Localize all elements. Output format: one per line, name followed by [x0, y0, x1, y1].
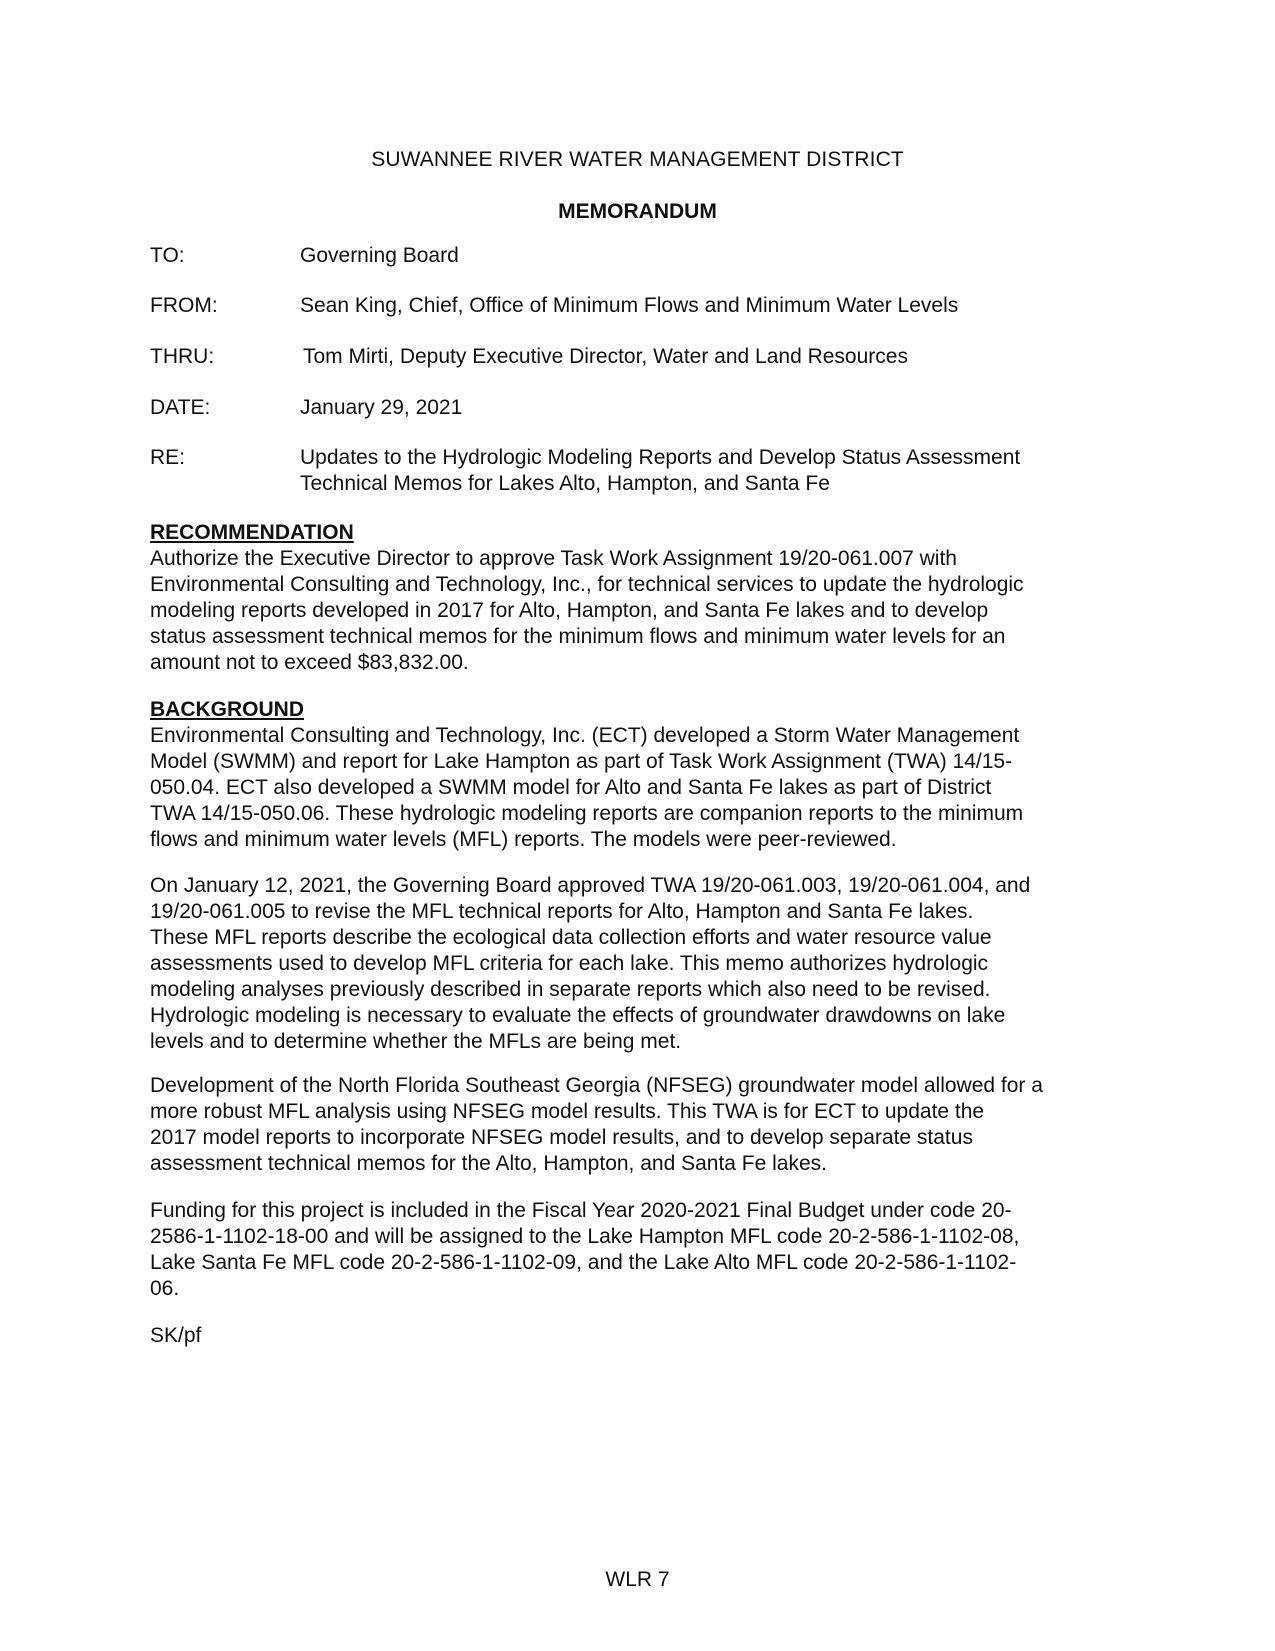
from-label: FROM: [150, 294, 218, 317]
background-p2-line: levels and to determine whether the MFLs are being met. [150, 1030, 682, 1053]
recommendation-line: modeling reports developed in 2017 for Alto, Hampton, and Santa Fe lakes and to develop [150, 599, 989, 622]
background-p2-line: assessments used to develop MFL criteria for each lake. This memo authorizes hydrologic [150, 952, 989, 975]
page-footer-label: WLR 7 [605, 1568, 670, 1591]
background-p4-line: Funding for this project is included in the Fiscal Year 2020-2021 Final Budget under code 20- [150, 1199, 1012, 1222]
background-p1-line: TWA 14/15-050.06. These hydrologic modeling reports are companion reports to the minimum [150, 802, 1024, 825]
background-paragraph-2 [150, 873, 1130, 1055]
background-p3-line: 2017 model reports to incorporate NFSEG model results, and to develop separate status [150, 1126, 973, 1149]
background-p1-line: flows and minimum water levels (MFL) reports. The models were peer-reviewed. [150, 828, 897, 851]
background-section [150, 697, 1130, 853]
recommendation-line: Environmental Consulting and Technology, Inc., for technical services to update the hydrologic [150, 573, 1024, 596]
document-title: MEMORANDUM [558, 200, 717, 223]
to-label: TO: [150, 244, 185, 267]
from-value: Sean King, Chief, Office of Minimum Flows and Minimum Water Levels [300, 294, 959, 317]
re-line: Updates to the Hydrologic Modeling Reports and Develop Status Assessment [300, 446, 1021, 469]
background-p3-line: assessment technical memos for the Alto, Hampton, and Santa Fe lakes. [150, 1152, 828, 1175]
background-p1-line: Environmental Consulting and Technology, Inc. (ECT) developed a Storm Water Management [150, 724, 1020, 747]
thru-value: Tom Mirti, Deputy Executive Director, Water and Land Resources [303, 345, 908, 368]
date-label: DATE: [150, 396, 211, 419]
recommendation-line: Authorize the Executive Director to approve Task Work Assignment 19/20-061.007 with [150, 547, 957, 570]
background-p2-line: On January 12, 2021, the Governing Board approved TWA 19/20-061.003, 19/20-061.004, and [150, 874, 1031, 897]
recommendation-line: status assessment technical memos for the minimum flows and minimum water levels for an [150, 625, 1006, 648]
background-p2-line: Hydrologic modeling is necessary to evaluate the effects of groundwater drawdowns on lake [150, 1004, 1006, 1027]
thru-label: THRU: [150, 345, 215, 368]
author-initials: SK/pf [150, 1324, 202, 1347]
organization-name: SUWANNEE RIVER WATER MANAGEMENT DISTRICT [371, 148, 904, 171]
recommendation-line: amount not to exceed $83,832.00. [150, 651, 469, 674]
re-value [300, 445, 1150, 497]
to-value: Governing Board [300, 244, 459, 267]
background-p3-line: Development of the North Florida Southeast Georgia (NFSEG) groundwater model allowed for a [150, 1074, 1043, 1097]
re-label: RE: [150, 446, 186, 469]
re-line: Technical Memos for Lakes Alto, Hampton, and Santa Fe [300, 472, 830, 495]
background-p2-line: 19/20-061.005 to revise the MFL technical reports for Alto, Hampton and Santa Fe lakes. [150, 900, 974, 923]
recommendation-section [150, 520, 1130, 676]
background-p4-line: Lake Santa Fe MFL code 20-2-586-1-1102-09, and the Lake Alto MFL code 20-2-586-1-1102- [150, 1251, 1017, 1274]
background-p2-line: These MFL reports describe the ecological data collection efforts and water resource value [150, 926, 992, 949]
recommendation-heading: RECOMMENDATION [150, 521, 354, 544]
background-paragraph-4 [150, 1198, 1130, 1302]
background-paragraph-3 [150, 1073, 1130, 1177]
background-p4-line: 2586-1-1102-18-00 and will be assigned to the Lake Hampton MFL code 20-2-586-1-1102-08, [150, 1225, 1020, 1248]
background-p3-line: more robust MFL analysis using NFSEG model results. This TWA is for ECT to update the [150, 1100, 985, 1123]
background-p2-line: modeling analyses previously described in separate reports which also need to be revised. [150, 978, 991, 1001]
date-value: January 29, 2021 [300, 396, 463, 419]
background-p4-line: 06. [150, 1277, 180, 1300]
background-p1-line: Model (SWMM) and report for Lake Hampton as part of Task Work Assignment (TWA) 14/15- [150, 750, 1013, 773]
background-heading: BACKGROUND [150, 698, 304, 721]
background-p1-line: 050.04. ECT also developed a SWMM model for Alto and Santa Fe lakes as part of District [150, 776, 992, 799]
